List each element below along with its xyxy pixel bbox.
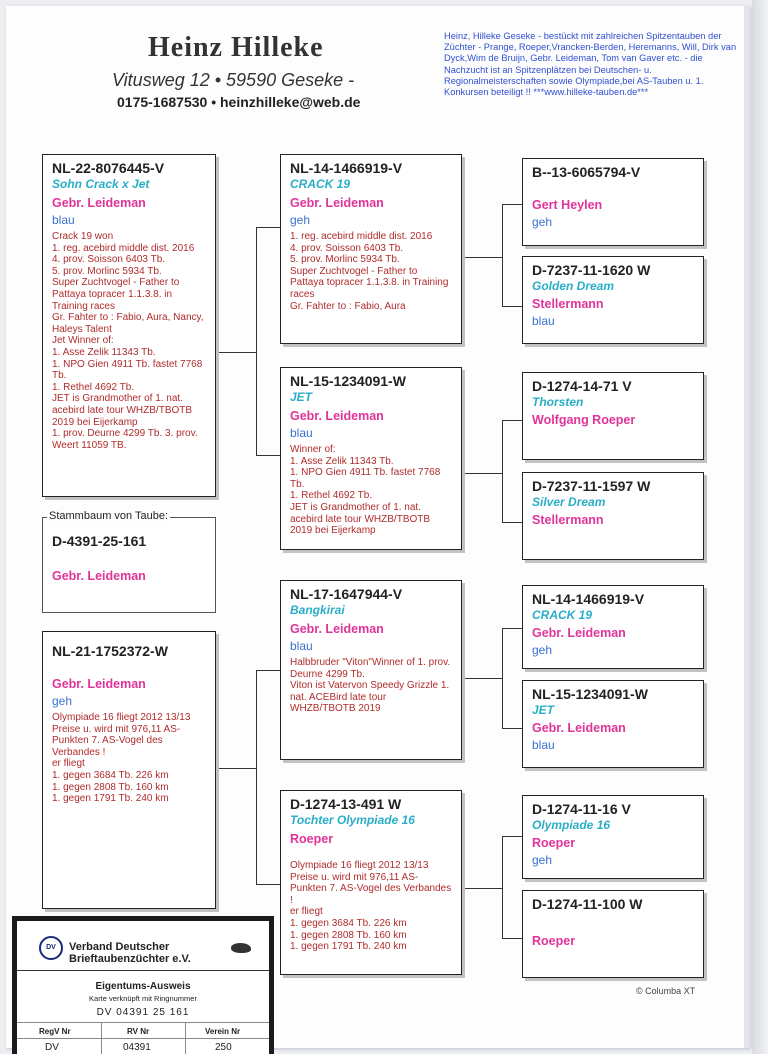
mother-breeder: Gebr. Leideman bbox=[52, 677, 146, 691]
fff-ring: B--13-6065794-V bbox=[532, 164, 641, 180]
mother-notes: Olympiade 16 fliegt 2012 13/13 Preise u. wird mit 976,11 AS-Punkten 7. AS-Vogel des Verbandes ! er fliegt 1. gegen 3684 Tb. 226 km 1. gegen 2808 Tb. 160 km 1. gegen 1791 Tb. 240 km bbox=[52, 712, 191, 805]
connector-line bbox=[256, 455, 280, 456]
mff-ring: NL-14-1466919-V bbox=[532, 591, 645, 607]
mfm-color: blau bbox=[532, 738, 555, 752]
connector-line bbox=[256, 670, 280, 671]
connector-line bbox=[216, 352, 256, 353]
mfm-breeder: Gebr. Leideman bbox=[532, 721, 626, 735]
connector-line bbox=[462, 473, 502, 474]
mfm-ring: NL-15-1234091-W bbox=[532, 686, 648, 702]
owner-address: Vitusweg 12 • 59590 Geseke - bbox=[112, 70, 355, 90]
card-divider bbox=[185, 1023, 186, 1054]
mm-name: Tochter Olympiade 16 bbox=[290, 813, 415, 827]
card-divider bbox=[17, 1038, 269, 1039]
card-org-line1: Verband Deutscher bbox=[69, 941, 170, 953]
fm-color: blau bbox=[290, 426, 313, 440]
subject-card bbox=[42, 517, 216, 613]
connector-line bbox=[502, 836, 503, 938]
card-divider bbox=[17, 1022, 269, 1023]
fm-ring: NL-15-1234091-W bbox=[290, 373, 406, 389]
connector-line bbox=[462, 257, 502, 258]
fmm-ring: D-7237-11-1597 W bbox=[532, 478, 651, 494]
fm-notes: Winner of: 1. Asse Zelik 11343 Tb. 1. NPO Gien 4911 Tb. fastet 7768 Tb. 1. Rethel 4692 Tb. JET is Grandmother of 1. nat. acebird late tour WHZB/TBOTB 2019 bei Eijerkamp bbox=[290, 444, 441, 537]
card-header-regv: RegV Nr bbox=[39, 1027, 71, 1036]
connector-line bbox=[502, 938, 522, 939]
connector-line bbox=[502, 204, 522, 205]
father-notes: Crack 19 won 1. reg. acebird middle dist. 2016 4. prov. Soisson 6403 Tb. 5. prov. Morlinc 5934 Tb. Super Zuchtvogel - Father to Pattaya topracer 1.1.3.8. in Training races Gr. Fahter to : Fabio, Aura, Nancy, Haleys Talent Jet Winner of: 1. Asse Zelik 11343 Tb. 1. NPO Gien 4911 Tb. fastet 7768 Tb. 1. Rethel 4692 Tb. JET is Grandmother of 1. nat. acebird late tour WHZB/TBOTB 2019 bei Eijerkamp 1. prov. Deurne 4299 Tb. 3. prov. Weert 11059 TB. bbox=[52, 231, 204, 451]
fmf-card bbox=[522, 372, 704, 460]
connector-line bbox=[502, 522, 522, 523]
ffm-card bbox=[522, 256, 704, 344]
father-name: Sohn Crack x Jet bbox=[52, 177, 150, 191]
ffm-breeder: Stellermann bbox=[532, 297, 604, 311]
connector-line bbox=[462, 888, 502, 889]
card-org-line2: Brieftaubenzüchter e.V. bbox=[69, 953, 191, 965]
sheet-edge bbox=[752, 0, 768, 1054]
mmm-breeder: Roeper bbox=[532, 934, 576, 948]
connector-line bbox=[256, 884, 280, 885]
mm-breeder: Roeper bbox=[290, 832, 334, 846]
mf-notes: Halbbruder "Viton"Winner of 1. prov. Deurne 4299 Tb. Viton ist Vatervon Speedy Grizzle 1. nat. ACEBird late tour WHZB/TBOTB 2019 bbox=[290, 657, 451, 715]
mother-father-card bbox=[280, 580, 462, 760]
mmm-card bbox=[522, 890, 704, 978]
mother-card bbox=[42, 631, 216, 909]
ff-notes: 1. reg. acebird middle dist. 2016 4. prov. Soisson 6403 Tb. 5. prov. Morlinc 5934 Tb. Super Zuchtvogel - Father to Pattaya topracer 1.1.3.8. in Training races Gr. Fahter to : Fabio, Aura bbox=[290, 231, 449, 312]
connector-line bbox=[502, 420, 522, 421]
father-mother-card bbox=[280, 367, 462, 550]
ffm-ring: D-7237-11-1620 W bbox=[532, 262, 651, 278]
mmf-color: geh bbox=[532, 853, 553, 867]
connector-line bbox=[216, 768, 256, 769]
subject-breeder: Gebr. Leideman bbox=[52, 569, 146, 583]
mother-color: geh bbox=[52, 694, 73, 708]
connector-line bbox=[502, 420, 503, 522]
owner-name: Heinz Hilleke bbox=[148, 32, 324, 63]
pigeon-icon bbox=[231, 943, 251, 953]
fff-breeder: Gert Heylen bbox=[532, 198, 603, 212]
ownership-card bbox=[12, 916, 274, 1054]
ff-name: CRACK 19 bbox=[290, 177, 351, 191]
mm-notes: Olympiade 16 fliegt 2012 13/13 Preise u. wird mit 976,11 AS-Punkten 7. AS-Vogel des Verbandes ! er fliegt 1. gegen 3684 Tb. 226 km 1. gegen 2808 Tb. 160 km 1. gegen 1791 Tb. 240 km bbox=[290, 860, 452, 953]
ff-color: geh bbox=[290, 213, 311, 227]
father-card bbox=[42, 154, 216, 497]
card-subtitle: Karte verknüpft mit Ringnummer bbox=[89, 994, 197, 1003]
owner-blurb: Heinz, Hilleke Geseke - bestückt mit zahlreichen Spitzentauben der Züchter - Prange, Roeper,Vrancken-Berden, Heremanns, Will, Dirk van Dyck,Wim de Bruijn, Gebr. Leideman, Tom van Gaver etc. - die Nachzucht ist an Spitzenplätzen bei Deutschen- u. Regionalmeisterschaften sowie Olympiade,bei AS-Tauben u. 1. Konkursen beteiligt !! ***www.hilleke-tauben.de*** bbox=[444, 31, 737, 98]
mff-name: CRACK 19 bbox=[532, 608, 593, 622]
connector-line bbox=[256, 227, 257, 455]
copyright: © Columba XT bbox=[636, 986, 696, 996]
mfm-name: JET bbox=[532, 703, 555, 717]
fmm-card bbox=[522, 472, 704, 560]
mmf-card bbox=[522, 795, 704, 879]
ff-breeder: Gebr. Leideman bbox=[290, 196, 384, 210]
card-divider bbox=[101, 1023, 102, 1054]
card-value-regv: DV bbox=[45, 1042, 59, 1053]
father-father-card bbox=[280, 154, 462, 344]
fff-card bbox=[522, 158, 704, 246]
card-value-verein: 250 bbox=[215, 1042, 232, 1053]
mmf-name: Olympiade 16 bbox=[532, 818, 611, 832]
mother-ring: NL-21-1752372-W bbox=[52, 643, 168, 659]
connector-line bbox=[256, 227, 280, 228]
dv-seal-icon: DV bbox=[39, 936, 63, 960]
fmf-name: Thorsten bbox=[532, 395, 584, 409]
connector-line bbox=[502, 628, 522, 629]
mf-name: Bangkirai bbox=[290, 603, 345, 617]
subject-ring: D-4391-25-161 bbox=[52, 533, 147, 549]
connector-line bbox=[502, 628, 503, 728]
connector-line bbox=[256, 670, 257, 884]
connector-line bbox=[502, 204, 503, 306]
connector-line bbox=[462, 678, 502, 679]
mfm-card bbox=[522, 680, 704, 768]
mff-color: geh bbox=[532, 643, 553, 657]
father-color: blau bbox=[52, 213, 75, 227]
card-title: Eigentums-Ausweis bbox=[95, 981, 191, 992]
mf-breeder: Gebr. Leideman bbox=[290, 622, 384, 636]
fm-breeder: Gebr. Leideman bbox=[290, 409, 384, 423]
owner-contact: 0175-1687530 • heinzhilleke@web.de bbox=[117, 94, 361, 110]
connector-line bbox=[502, 836, 522, 837]
ff-ring: NL-14-1466919-V bbox=[290, 160, 403, 176]
fff-color: geh bbox=[532, 215, 553, 229]
mff-card bbox=[522, 585, 704, 669]
card-number: DV 04391 25 161 bbox=[96, 1007, 190, 1018]
father-breeder: Gebr. Leideman bbox=[52, 196, 146, 210]
mmf-breeder: Roeper bbox=[532, 836, 576, 850]
fmf-breeder: Wolfgang Roeper bbox=[532, 413, 636, 427]
mf-color: blau bbox=[290, 639, 313, 653]
mf-ring: NL-17-1647944-V bbox=[290, 586, 403, 602]
father-ring: NL-22-8076445-V bbox=[52, 160, 165, 176]
ffm-name: Golden Dream bbox=[532, 279, 615, 293]
card-header-verein: Verein Nr bbox=[205, 1027, 241, 1036]
mmf-ring: D-1274-11-16 V bbox=[532, 801, 631, 817]
mm-ring: D-1274-13-491 W bbox=[290, 796, 402, 812]
mother-mother-card bbox=[280, 790, 462, 975]
card-org bbox=[69, 941, 191, 965]
connector-line bbox=[502, 306, 522, 307]
fmf-ring: D-1274-14-71 V bbox=[532, 378, 632, 394]
subject-label: Stammbaum von Taube: bbox=[49, 510, 169, 522]
mff-breeder: Gebr. Leideman bbox=[532, 626, 626, 640]
mmm-ring: D-1274-11-100 W bbox=[532, 896, 643, 912]
ffm-color: blau bbox=[532, 314, 555, 328]
fmm-name: Silver Dream bbox=[532, 495, 606, 509]
card-header-rv: RV Nr bbox=[127, 1027, 150, 1036]
fmm-breeder: Stellermann bbox=[532, 513, 604, 527]
connector-line bbox=[502, 728, 522, 729]
fm-name: JET bbox=[290, 390, 313, 404]
card-value-rv: 04391 bbox=[123, 1042, 151, 1053]
